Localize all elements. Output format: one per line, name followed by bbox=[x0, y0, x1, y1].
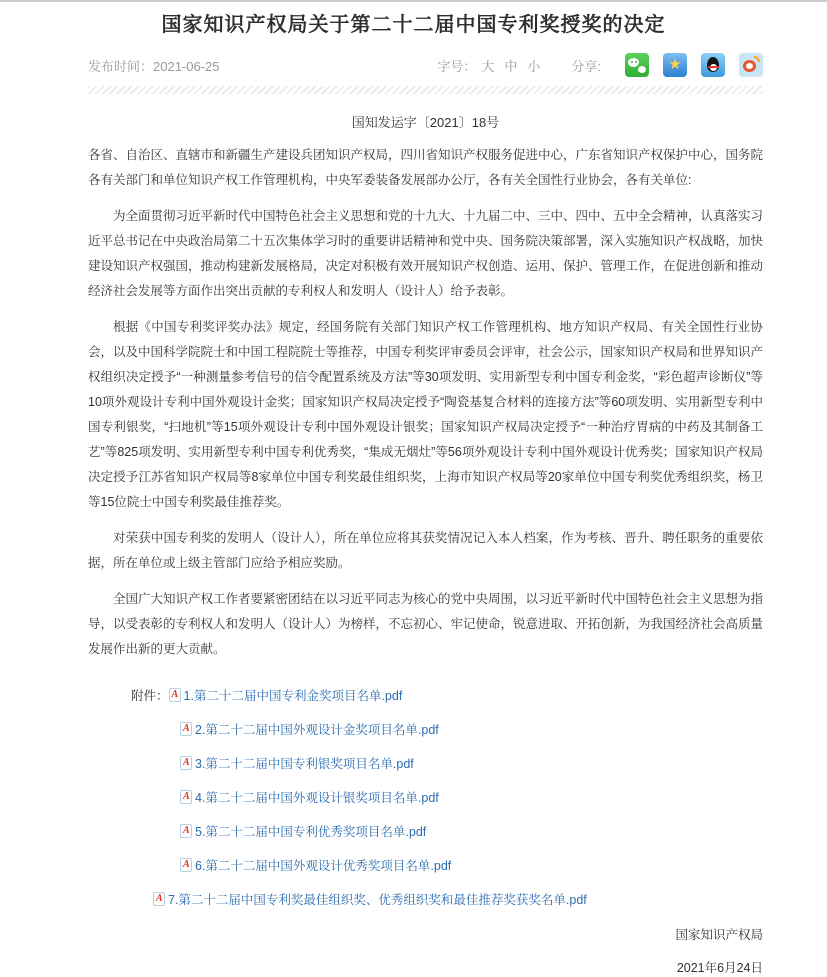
hatched-divider bbox=[88, 86, 763, 94]
publish-time-value: 2021-06-25 bbox=[153, 58, 220, 74]
publish-time-label: 发布时间： bbox=[88, 58, 154, 74]
pdf-file-icon bbox=[180, 858, 192, 872]
attachments-label: 附件： bbox=[131, 689, 169, 703]
page-title: 国家知识产权局关于第二十二届中国专利奖授奖的决定 bbox=[161, 14, 666, 36]
attachment-link-text: 4.第二十二届中国外观设计银奖项目名单.pdf bbox=[195, 791, 439, 805]
qzone-share-icon[interactable] bbox=[663, 53, 687, 77]
attachment-link-3[interactable] bbox=[180, 754, 414, 772]
attachment-row bbox=[88, 678, 763, 712]
font-size-medium[interactable]: 中 bbox=[504, 58, 518, 74]
font-size-large[interactable]: 大 bbox=[481, 58, 495, 74]
attachment-row bbox=[88, 746, 763, 780]
paragraph-recognition: 对荣获中国专利奖的发明人（设计人），所在单位应将其获奖情况记入本人档案，作为考核、晋升、聘任职务的重要依据，所在单位或上级主管部门应给予相应奖励。 bbox=[88, 531, 763, 570]
paragraph-addressees: 各省、自治区、直辖市和新疆生产建设兵团知识产权局，四川省知识产权服务促进中心，广东省知识产权保护中心，国务院各有关部门和单位知识产权工作管理机构，中央军委装备发展部办公厅，各有关全国性行业协会，各有关单位: bbox=[88, 148, 764, 187]
attachment-link-text: 3.第二十二届中国专利银奖项目名单.pdf bbox=[195, 757, 414, 771]
font-size-label: 字号： bbox=[437, 58, 477, 74]
attachment-link-4[interactable] bbox=[180, 788, 439, 806]
attachments-section bbox=[88, 678, 763, 916]
attachment-row bbox=[88, 882, 763, 916]
wechat-share-icon[interactable] bbox=[625, 53, 649, 77]
attachment-link-7[interactable] bbox=[153, 890, 587, 908]
pdf-file-icon bbox=[169, 688, 181, 702]
attachment-row bbox=[88, 712, 763, 746]
font-size-small[interactable]: 小 bbox=[527, 58, 541, 74]
article-body bbox=[88, 143, 763, 662]
pdf-file-icon bbox=[180, 756, 192, 770]
attachment-link-text: 6.第二十二届中国外观设计优秀奖项目名单.pdf bbox=[195, 859, 452, 873]
attachment-link-text: 7.第二十二届中国专利奖最佳组织奖、优秀组织奖和最佳推荐奖获奖名单.pdf bbox=[168, 893, 587, 907]
share-label: 分享: bbox=[571, 58, 601, 74]
attachment-row bbox=[88, 780, 763, 814]
pdf-file-icon bbox=[180, 722, 192, 736]
attachment-link-1[interactable] bbox=[169, 686, 403, 704]
qq-share-icon[interactable] bbox=[701, 53, 725, 77]
paragraph-purpose: 为全面贯彻习近平新时代中国特色社会主义思想和党的十九大、十九届二中、三中、四中、五中全会精神，认真落实习近平总书记在中央政治局第二十五次集体学习时的重要讲话精神和党中央、国务院决策部署，深入实施知识产权战略，加快建设知识产权强国，推动构建新发展格局，决定对积极有效开展知识产权创造、运用、保护、管理工作，在促进创新和推动经济社会发展等方面作出突出贡献的专利权人和发明人（设计人）给予表彰。 bbox=[88, 209, 764, 298]
wechat-bubble-large bbox=[628, 58, 639, 67]
attachment-link-text: 1.第二十二届中国专利金奖项目名单.pdf bbox=[183, 689, 403, 703]
meta-bar bbox=[88, 52, 763, 78]
signature-block bbox=[88, 926, 763, 977]
paragraph-callout: 全国广大知识产权工作者要紧密团结在以习近平同志为核心的党中央周围，以习近平新时代中国特色社会主义思想为指导，以受表彰的专利权人和发明人（设计人）为榜样，不忘初心、牢记使命，锐意进取、开拓创新，为我国经济社会高质量发展作出新的更大贡献。 bbox=[88, 592, 764, 656]
attachment-link-2[interactable] bbox=[180, 720, 439, 738]
pdf-file-icon bbox=[153, 892, 165, 906]
qq-penguin-icon bbox=[707, 57, 719, 72]
attachment-link-text: 2.第二十二届中国外观设计金奖项目名单.pdf bbox=[195, 723, 439, 737]
weibo-spark-icon bbox=[754, 56, 760, 62]
signature-date: 2021年6月24日 bbox=[676, 961, 763, 975]
weibo-share-icon[interactable] bbox=[739, 53, 763, 77]
attachment-link-5[interactable] bbox=[180, 822, 426, 840]
pdf-file-icon bbox=[180, 824, 192, 838]
signature-org: 国家知识产权局 bbox=[675, 928, 763, 942]
wechat-bubble-small bbox=[638, 66, 646, 73]
document-number: 国知发运字〔2021〕18号 bbox=[351, 115, 500, 130]
attachment-row bbox=[88, 814, 763, 848]
publish-time bbox=[88, 56, 220, 75]
attachment-row bbox=[88, 848, 763, 882]
attachment-link-text: 5.第二十二届中国专利优秀奖项目名单.pdf bbox=[195, 825, 427, 839]
qq-penguin-scarf bbox=[708, 66, 719, 68]
pdf-file-icon bbox=[180, 790, 192, 804]
attachment-link-6[interactable] bbox=[180, 856, 451, 874]
paragraph-awards: 根据《中国专利奖评奖办法》规定，经国务院有关部门知识产权工作管理机构、地方知识产权局、有关全国性行业协会，以及中国科学院院士和中国工程院院士等推荐，中国专利奖评审委员会评审，社会公示，国家知识产权局和世界知识产权组织决定授予“一种测量参考信号的信令配置系统及方法”等30项发明、实用新型专利中国专利金奖，“彩色超声诊断仪”等10项外观设计专利中国外观设计金奖；国家知识产权局决定授予“陶瓷基复合材料的连接方法”等60项发明、实用新型专利中国专利银奖，“扫地机”等15项外观设计专利中国外观设计银奖；国家知识产权局决定授予“一种治疗胃病的中药及其制备工艺”等825项发明、实用新型专利中国专利优秀奖，“集成无烟灶”等56项外观设计专利中国外观设计优秀奖；国家知识产权局决定授予江苏省知识产权局等8家单位中国专利奖最佳组织奖，上海市知识产权局等20家单位中国专利奖优秀组织奖，杨卫等15位院士中国专利奖最佳推荐奖。 bbox=[88, 320, 764, 509]
